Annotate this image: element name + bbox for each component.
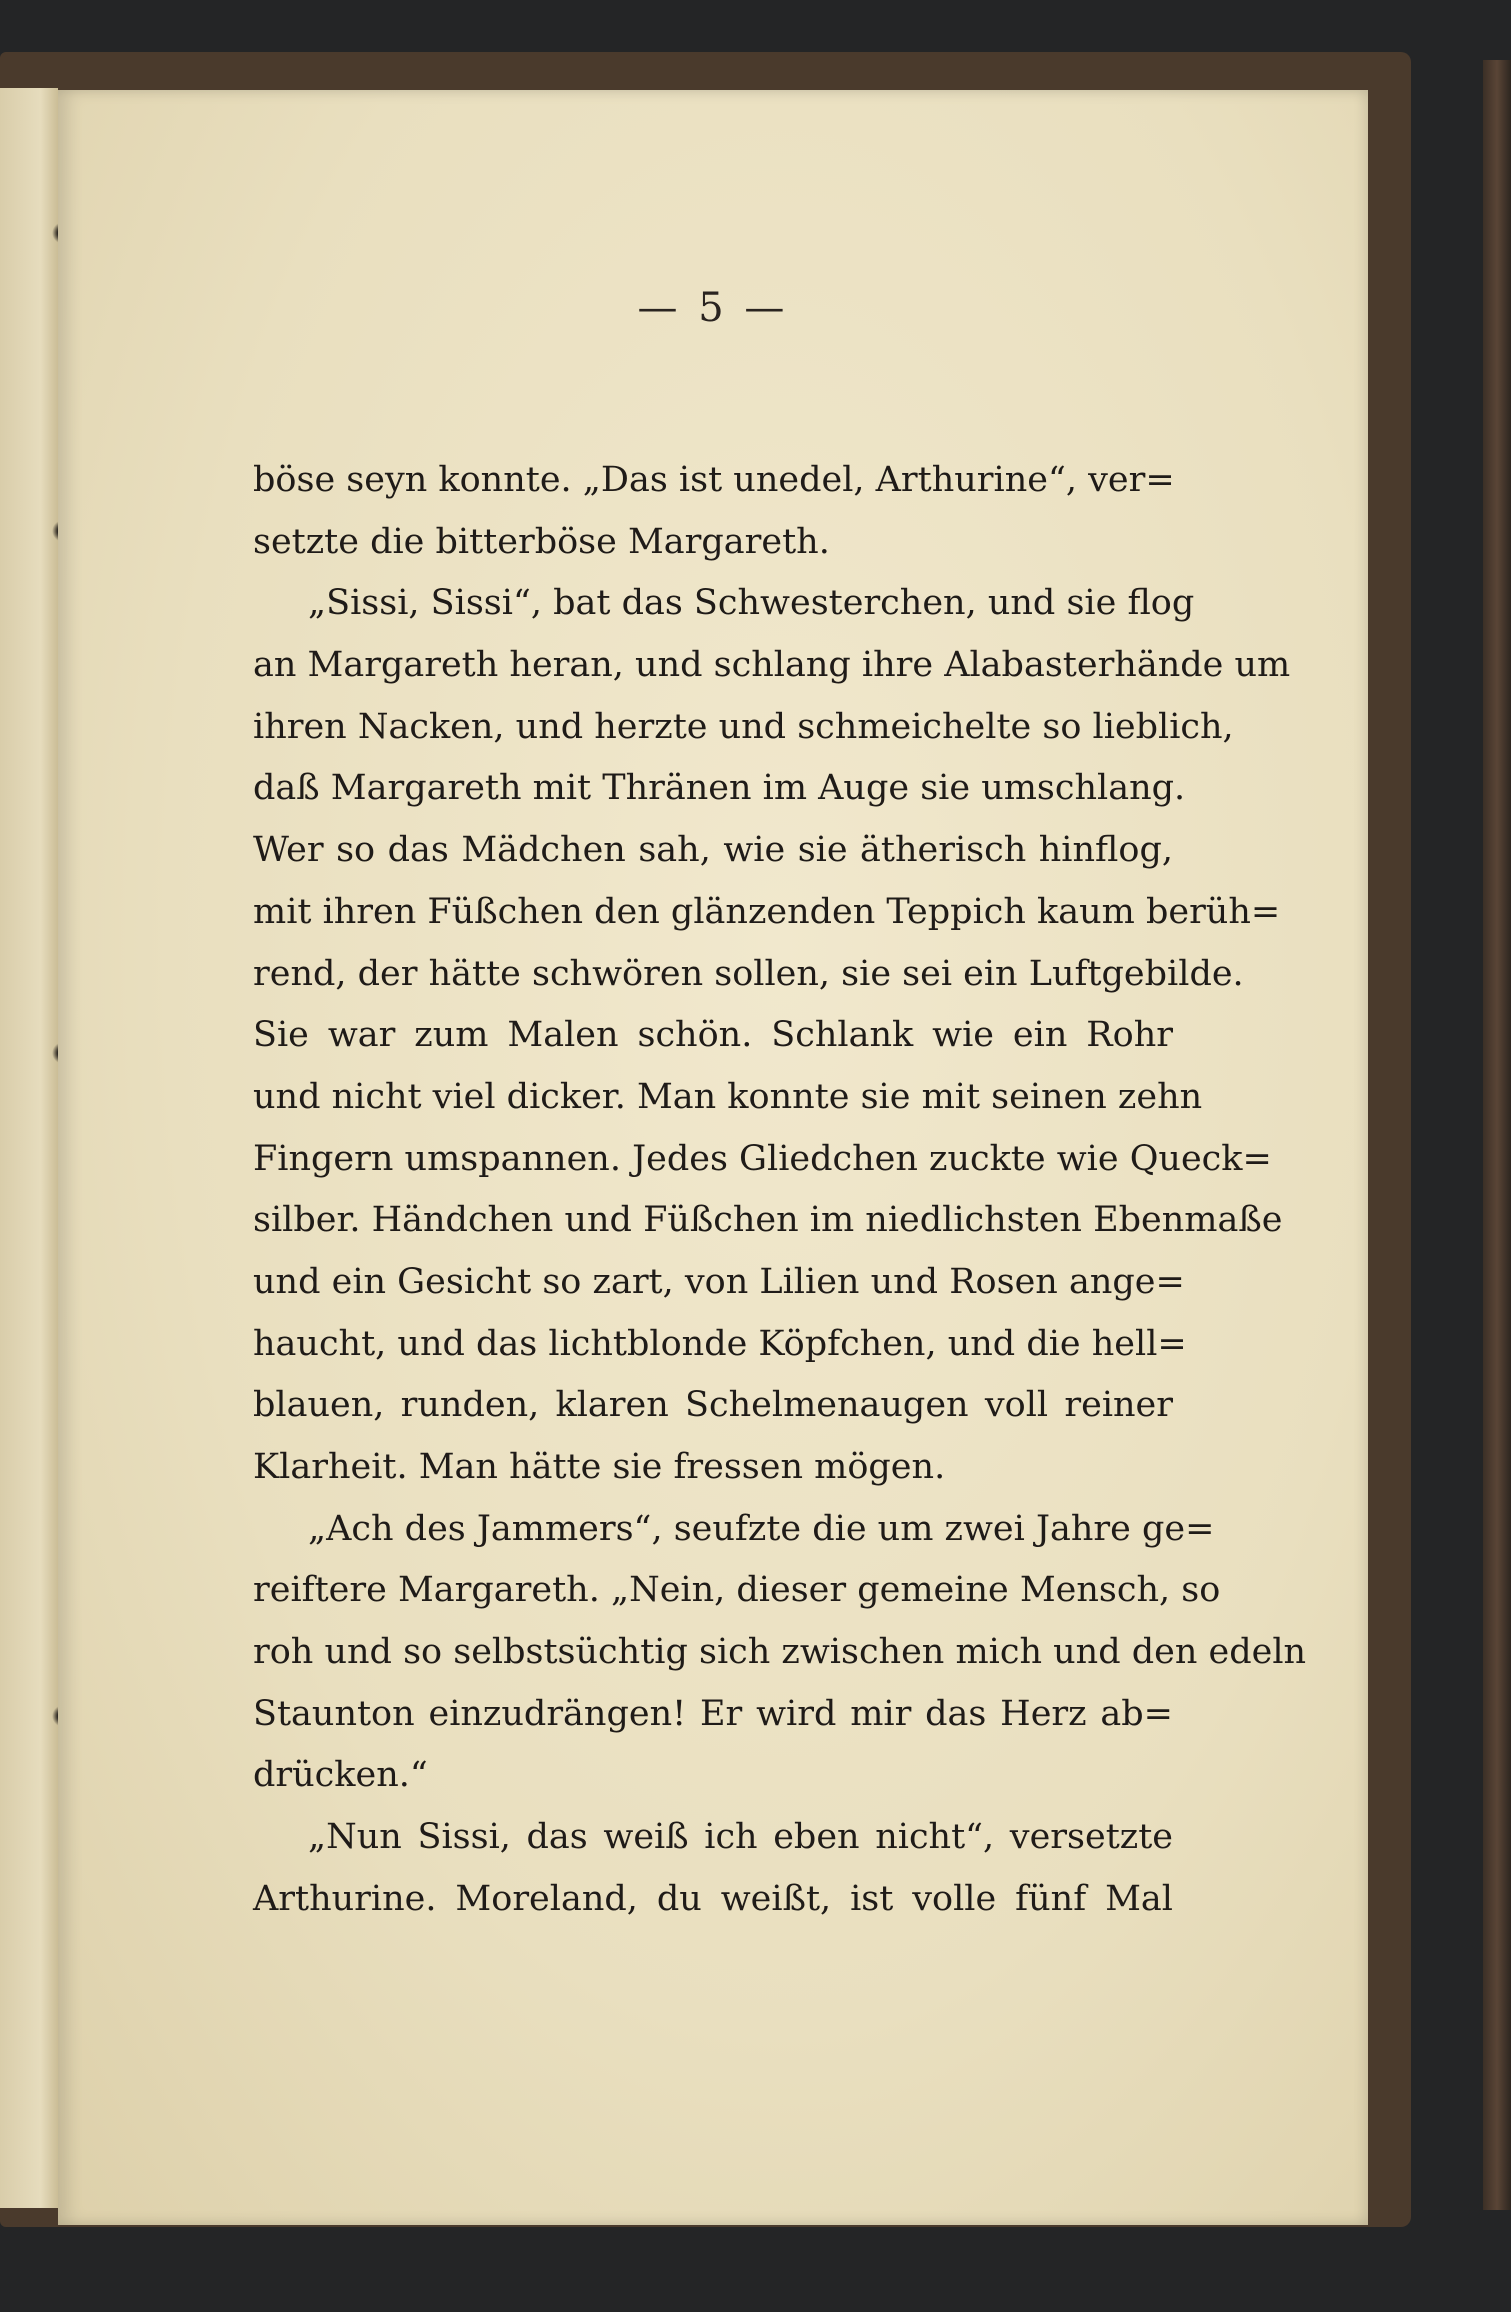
text-line: blauen, runden, klaren Schelmenaugen voll reiner [253, 1385, 1173, 1426]
text-line: daß Margareth mit Thränen im Auge sie umschlang. [253, 768, 1186, 809]
text-line: reiftere Margareth. „Nein, dieser gemeine Mensch, so [253, 1570, 1221, 1611]
text-line: ihren Nacken, und herzte und schmeichelte so lieblich, [253, 706, 1234, 747]
book-page [58, 90, 1368, 2225]
text-line: drücken.“ [253, 1755, 428, 1796]
text-line: rend, der hätte schwören sollen, sie sei ein Luftgebilde. [253, 953, 1244, 994]
text-line: und nicht viel dicker. Man konnte sie mit seinen zehn [253, 1076, 1203, 1117]
text-line: Staunton einzudrängen! Er wird mir das Herz ab= [253, 1693, 1173, 1734]
text-line: roh und so selbstsüchtig sich zwischen mich und den edeln [253, 1632, 1307, 1673]
text-line: und ein Gesicht so zart, von Lilien und Rosen ange= [253, 1261, 1185, 1302]
text-line: „Ach des Jammers“, seufzte die um zwei Jahre ge= [308, 1508, 1215, 1549]
text-line: Klarheit. Man hätte sie fressen mögen. [253, 1447, 946, 1487]
page-body-text [253, 450, 1307, 1931]
page-number: — 5 — [637, 285, 789, 331]
previous-page-edge [0, 88, 58, 2208]
text-line: böse seyn konnte. „Das ist unedel, Arthurine“, ver= [253, 460, 1175, 500]
text-line: Wer so das Mädchen sah, wie sie ätherisch hinflog, [253, 830, 1173, 871]
text-line: setzte die bitterböse Margareth. [253, 521, 830, 562]
text-line: Arthurine. Moreland, du weißt, ist volle fünf Mal [253, 1878, 1173, 1919]
text-line: silber. Händchen und Füßchen im niedlichsten Ebenmaße [253, 1200, 1283, 1241]
text-line: Fingern umspannen. Jedes Gliedchen zuckte wie Queck= [253, 1138, 1272, 1179]
text-line: „Sissi, Sissi“, bat das Schwesterchen, und sie flog [308, 583, 1195, 624]
text-line: „Nun Sissi, das weiß ich eben nicht“, versetzte [308, 1817, 1173, 1858]
text-line: haucht, und das lichtblonde Köpfchen, und die hell= [253, 1323, 1187, 1364]
text-line: Sie war zum Malen schön. Schlank wie ein Rohr [253, 1015, 1173, 1056]
text-line: mit ihren Füßchen den glänzenden Teppich kaum berüh= [253, 891, 1281, 932]
text-line: an Margareth heran, und schlang ihre Alabasterhände um [253, 645, 1291, 686]
book-spine [1483, 60, 1511, 2210]
